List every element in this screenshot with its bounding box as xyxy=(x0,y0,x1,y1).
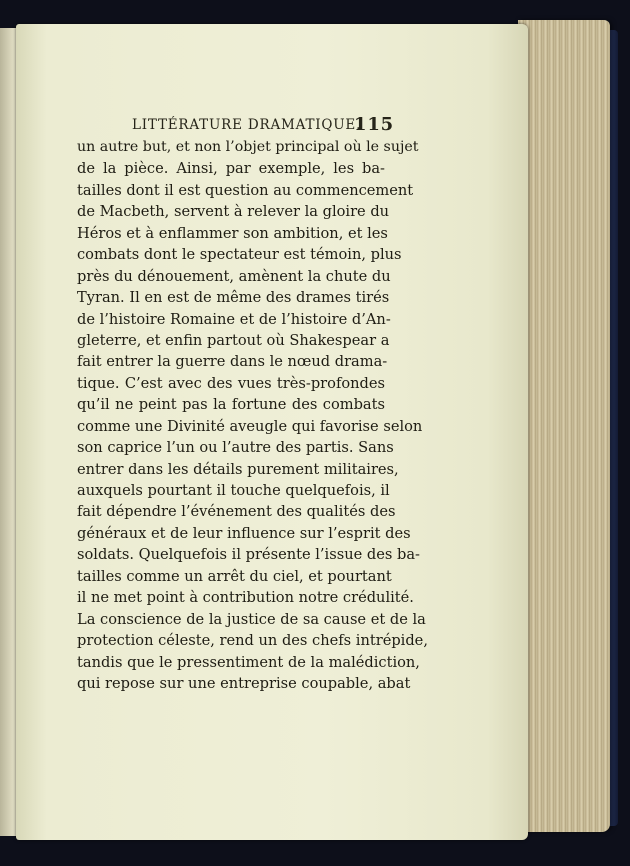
running-header xyxy=(132,114,394,135)
text-line: un autre but, et non l’objet principal où le sujet xyxy=(77,139,419,155)
text-line: fait entrer la guerre dans le nœud drama- xyxy=(77,353,388,371)
page-edges xyxy=(518,20,610,832)
text-line: fait dépendre l’événement des qualités des xyxy=(77,503,396,521)
text-line: près du dénouement, amènent la chute du xyxy=(77,267,391,285)
text-line: généraux et de leur influence sur l’esprit des xyxy=(77,524,411,542)
text-line: combats dont le spectateur est témoin, plus xyxy=(77,246,402,264)
text-line: tandis que le pressentiment de la malédiction, xyxy=(77,653,420,671)
text-line: gleterre, et enfin partout où Shakespear a xyxy=(77,331,390,349)
text-line: qui repose sur une entreprise coupable, abat xyxy=(77,674,411,692)
text-line: tailles dont il est question au commencement xyxy=(77,181,414,199)
text-line: auxquels pourtant il touche quelquefois, il xyxy=(77,482,390,499)
body-text xyxy=(77,137,428,694)
text-line: comme une Divinité aveugle qui favorise selon xyxy=(77,417,423,435)
text-line: de Macbeth, servent à relever la gloire du xyxy=(77,203,390,221)
text-line: tailles comme un arrêt du ciel, et pourtant xyxy=(77,567,392,585)
text-line: qu’il ne peint pas la fortune des combats xyxy=(77,396,385,414)
text-line: soldats. Quelquefois il présente l’issue des ba- xyxy=(77,546,420,564)
text-line: protection céleste, rend un des chefs intrépide, xyxy=(77,632,428,650)
text-line: tique. C’est avec des vues très-profondes xyxy=(77,374,385,392)
text-line: Héros et à enflammer son ambition, et les xyxy=(77,224,388,242)
running-title: LITTÉRATURE DRAMATIQUE. xyxy=(132,117,362,133)
text-line: Tyran. Il en est de même des drames tirés xyxy=(77,289,390,307)
text-line: de la pièce. Ainsi, par exemple, les ba- xyxy=(77,160,385,178)
text-line: entrer dans les détails purement militaires, xyxy=(77,460,399,478)
text-line: il ne met point à contribution notre crédulité. xyxy=(77,589,414,607)
page-number: 115 xyxy=(354,114,394,135)
text-line: La conscience de la justice de sa cause et de la xyxy=(77,610,426,628)
text-line: de l’histoire Romaine et de l’histoire d’An- xyxy=(77,310,391,328)
text-line: son caprice l’un ou l’autre des partis. Sans xyxy=(77,439,394,457)
